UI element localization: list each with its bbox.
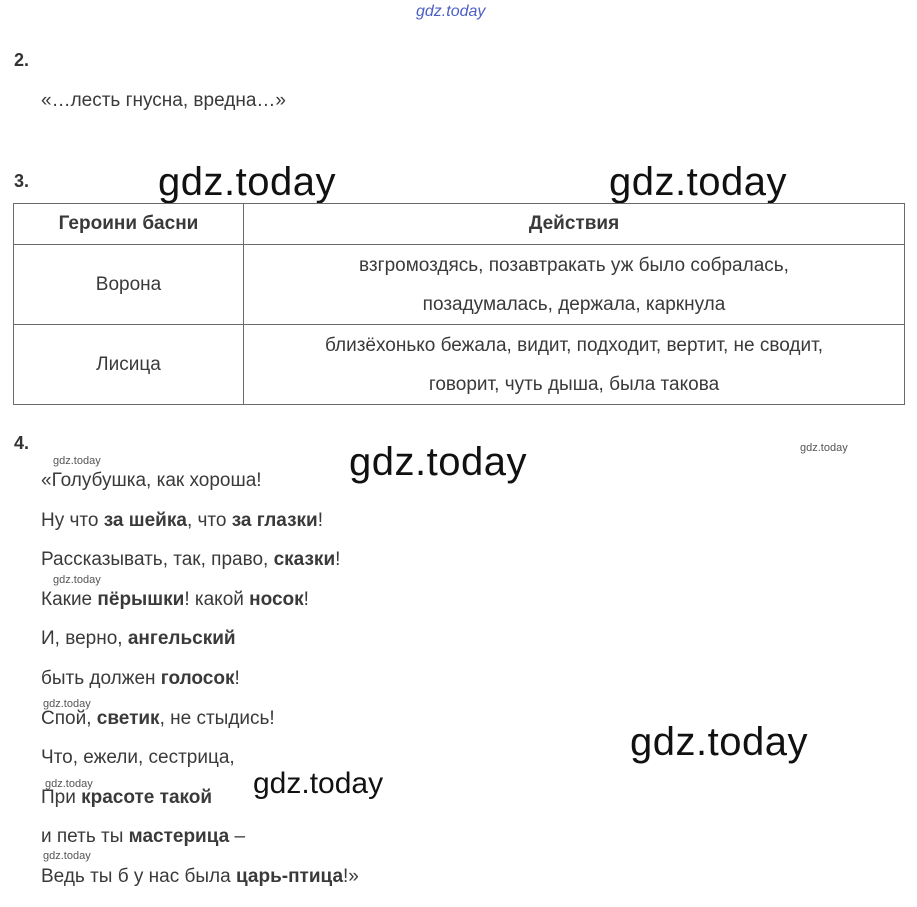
poem-line (41, 510, 323, 532)
poem-line (41, 470, 262, 492)
poem-line (41, 628, 236, 650)
actions-cell (244, 325, 905, 405)
poem-segment: «Голубушка, как хороша! (41, 470, 262, 491)
poem-segment: Спой, (41, 707, 97, 729)
poem-segment: ! какой (184, 588, 250, 610)
actions-line: позадумалась, держала, каркнула (422, 293, 726, 315)
heroes-table (13, 203, 905, 405)
poem-bold-segment: за глазки (231, 509, 318, 531)
watermark-small: gdz.today (43, 850, 91, 862)
watermark-top: gdz.today (416, 3, 486, 20)
watermark-small: gdz.today (43, 698, 91, 710)
poem-line (41, 589, 309, 611)
poem-segment: ! (317, 509, 323, 531)
poem-bold-segment: носок (249, 588, 304, 610)
table-header-row (14, 204, 905, 245)
task-3-number: 3. (14, 171, 30, 191)
poem-line (41, 747, 235, 769)
poem-line (41, 826, 245, 848)
poem-line (41, 549, 340, 571)
task-4-number: 4. (14, 433, 30, 453)
watermark-big: gdz.today (609, 160, 787, 204)
watermark-medium: gdz.today (253, 767, 384, 800)
hero-cell: Лисица (14, 325, 244, 405)
poem-line (41, 787, 212, 809)
poem-bold-segment: сказки (273, 549, 336, 571)
poem-bold-segment: царь-птица (235, 866, 344, 887)
watermark-big: gdz.today (349, 440, 527, 484)
poem-segment: и петь ты (41, 826, 129, 848)
poem-bold-segment: мастерица (128, 826, 230, 848)
poem-bold-segment: светик (96, 707, 160, 729)
hero-cell: Ворона (14, 245, 244, 325)
watermark-small: gdz.today (45, 778, 93, 790)
poem-bold-segment: ангельский (127, 628, 236, 650)
poem-segment: !» (343, 866, 359, 887)
poem-segment: ! (335, 549, 341, 571)
poem-segment: Ну что (41, 509, 104, 531)
poem-line (41, 708, 275, 730)
poem-segment: , не стыдись! (159, 707, 275, 729)
poem-bold-segment: голосок (160, 668, 235, 689)
poem-line (41, 668, 240, 690)
poem-segment: ! (234, 668, 240, 689)
watermark-big: gdz.today (630, 720, 808, 764)
table-row (14, 245, 905, 325)
actions-cell (244, 245, 905, 325)
column-header-actions: Действия (244, 204, 905, 245)
poem-segment: Какие (41, 588, 98, 610)
task-2-quote: «…лесть гнусна, вредна…» (41, 90, 286, 111)
poem-bold-segment: пёрышки (97, 588, 185, 610)
watermark-small: gdz.today (800, 442, 848, 454)
poem-bold-segment: красоте такой (81, 786, 213, 808)
actions-line: взгромоздясь, позавтракать уж было собралась, (359, 254, 789, 276)
actions-line: говорит, чуть дыша, была такова (428, 373, 720, 395)
poem-segment: При (41, 786, 82, 808)
watermark-big: gdz.today (158, 160, 336, 204)
task-2-number: 2. (14, 50, 30, 70)
poem-segment: Рассказывать, так, право, (41, 549, 274, 571)
poem-line (41, 866, 359, 888)
poem-segment: , что (186, 509, 232, 531)
poem-segment: Ведь ты б у нас была (41, 866, 236, 887)
actions-line: близёхонько бежала, видит, подходит, вертит, не сводит, (324, 334, 824, 356)
column-header-heroes: Героини басни (14, 204, 244, 245)
watermark-small: gdz.today (53, 574, 101, 586)
table-row (14, 325, 905, 405)
poem-segment: И, верно, (41, 628, 128, 650)
watermark-small: gdz.today (53, 455, 101, 467)
poem-segment: Что, ежели, сестрица, (41, 747, 235, 769)
poem-bold-segment: за шейка (103, 509, 187, 531)
poem-segment: – (229, 826, 246, 848)
poem-segment: ! (303, 588, 309, 610)
poem-segment: быть должен (41, 668, 161, 689)
